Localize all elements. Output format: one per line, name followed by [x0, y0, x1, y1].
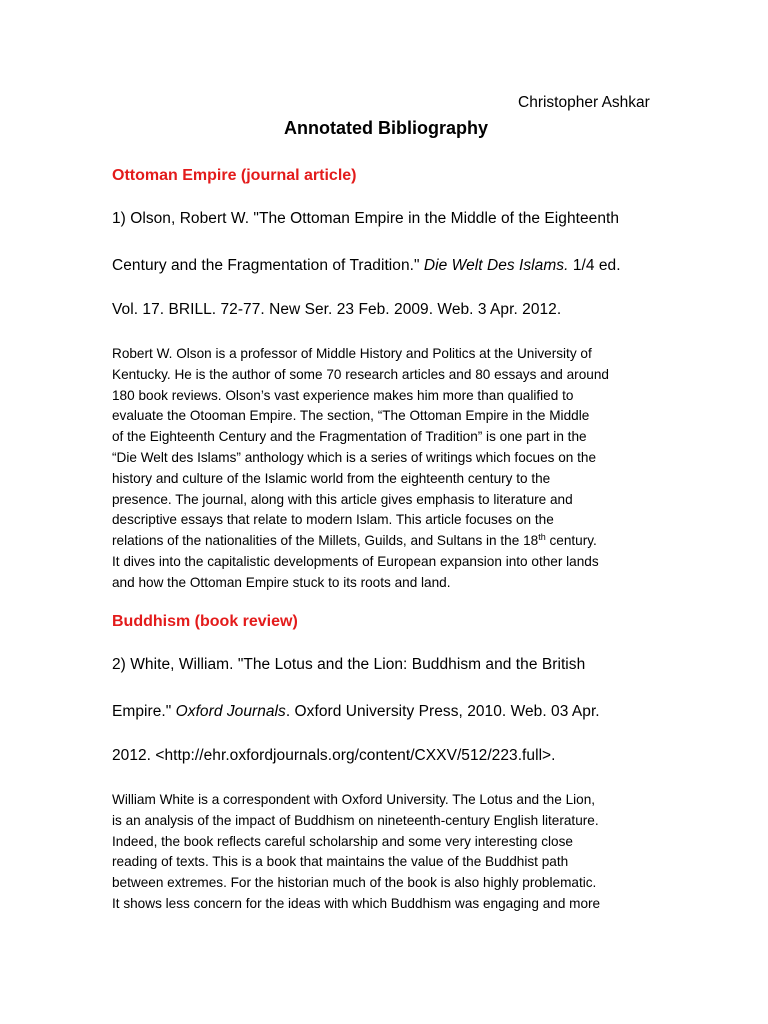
annotation-line: evaluate the Otooman Empire. The section, “The Ottoman Empire in the Middle — [112, 408, 590, 424]
citation-1-line-1: 1) Olson, Robert W. "The Ottoman Empire in the Middle of the Eighteenth — [112, 210, 620, 227]
citation-1-line-2-text: Century and the Fragmentation of Tradition." — [112, 257, 424, 274]
annotation-line — [112, 531, 657, 552]
author-name: Christopher Ashkar — [518, 94, 650, 111]
annotation-line: 180 book reviews. Olson’s vast experience makes him more than qualified to — [112, 387, 574, 403]
annotation-text: relations of the nationalities of the Millets, Guilds, and Sultans in the 18 — [112, 533, 539, 549]
annotation-line: William White is a correspondent with Oxford University. The Lotus and the Lion, — [112, 792, 596, 807]
annotation-line: presence. The journal, along with this article gives emphasis to literature and — [112, 491, 573, 507]
citation-2-journal-title: Oxford Journals — [175, 703, 286, 720]
citation-1-line-2 — [112, 257, 621, 275]
annotation-line: reading of texts. This is a book that maintains the value of the Buddhist path — [112, 854, 569, 870]
section-heading-buddhism: Buddhism (book review) — [112, 613, 298, 630]
annotation-line: It dives into the capitalistic developments of European expansion into other lands — [112, 553, 599, 569]
annotation-1 — [112, 344, 657, 594]
document-title: Annotated Bibliography — [284, 118, 488, 138]
citation-2-line-1: 2) White, William. "The Lotus and the Lion: Buddhism and the British — [112, 656, 586, 673]
annotation-line: Kentucky. He is the author of some 70 research articles and 80 essays and around — [112, 366, 609, 382]
citation-2-line-2-text: Empire." — [112, 703, 176, 720]
ordinal-superscript: th — [538, 532, 546, 543]
annotation-2 — [112, 790, 657, 915]
annotation-line: Indeed, the book reflects careful scholarship and some very interesting close — [112, 833, 573, 849]
citation-2-publisher: . Oxford University Press, 2010. Web. 03 Apr. — [285, 703, 600, 720]
annotation-line: between extremes. For the historian much of the book is also highly problematic. — [112, 875, 597, 891]
citation-1-edition: 1/4 ed. — [568, 257, 621, 274]
citation-1-line-3: Vol. 17. BRILL. 72-77. New Ser. 23 Feb. 2009. Web. 3 Apr. 2012. — [112, 301, 562, 318]
citation-2-line-3: 2012. <http://ehr.oxfordjournals.org/content/CXXV/512/223.full>. — [112, 747, 556, 764]
annotation-line: “Die Welt des Islams” anthology which is a series of writings which focues on the — [112, 449, 597, 465]
annotation-line: descriptive essays that relate to modern Islam. This article focuses on the — [112, 512, 554, 528]
annotation-line: history and culture of the Islamic world from the eighteenth century to the — [112, 470, 551, 486]
annotation-line: and how the Ottoman Empire stuck to its roots and land. — [112, 574, 451, 590]
annotation-text: century. — [545, 533, 597, 549]
citation-2-line-2 — [112, 703, 600, 721]
section-heading-ottoman: Ottoman Empire (journal article) — [112, 167, 357, 184]
annotation-line: Robert W. Olson is a professor of Middle History and Politics at the University of — [112, 346, 592, 361]
annotation-line: It shows less concern for the ideas with which Buddhism was engaging and more — [112, 895, 601, 911]
citation-1-journal-title: Die Welt Des Islams. — [423, 257, 569, 274]
annotation-line: is an analysis of the impact of Buddhism on nineteenth-century English literature. — [112, 812, 599, 828]
annotation-line: of the Eighteenth Century and the Fragmentation of Tradition” is one part in the — [112, 429, 587, 445]
